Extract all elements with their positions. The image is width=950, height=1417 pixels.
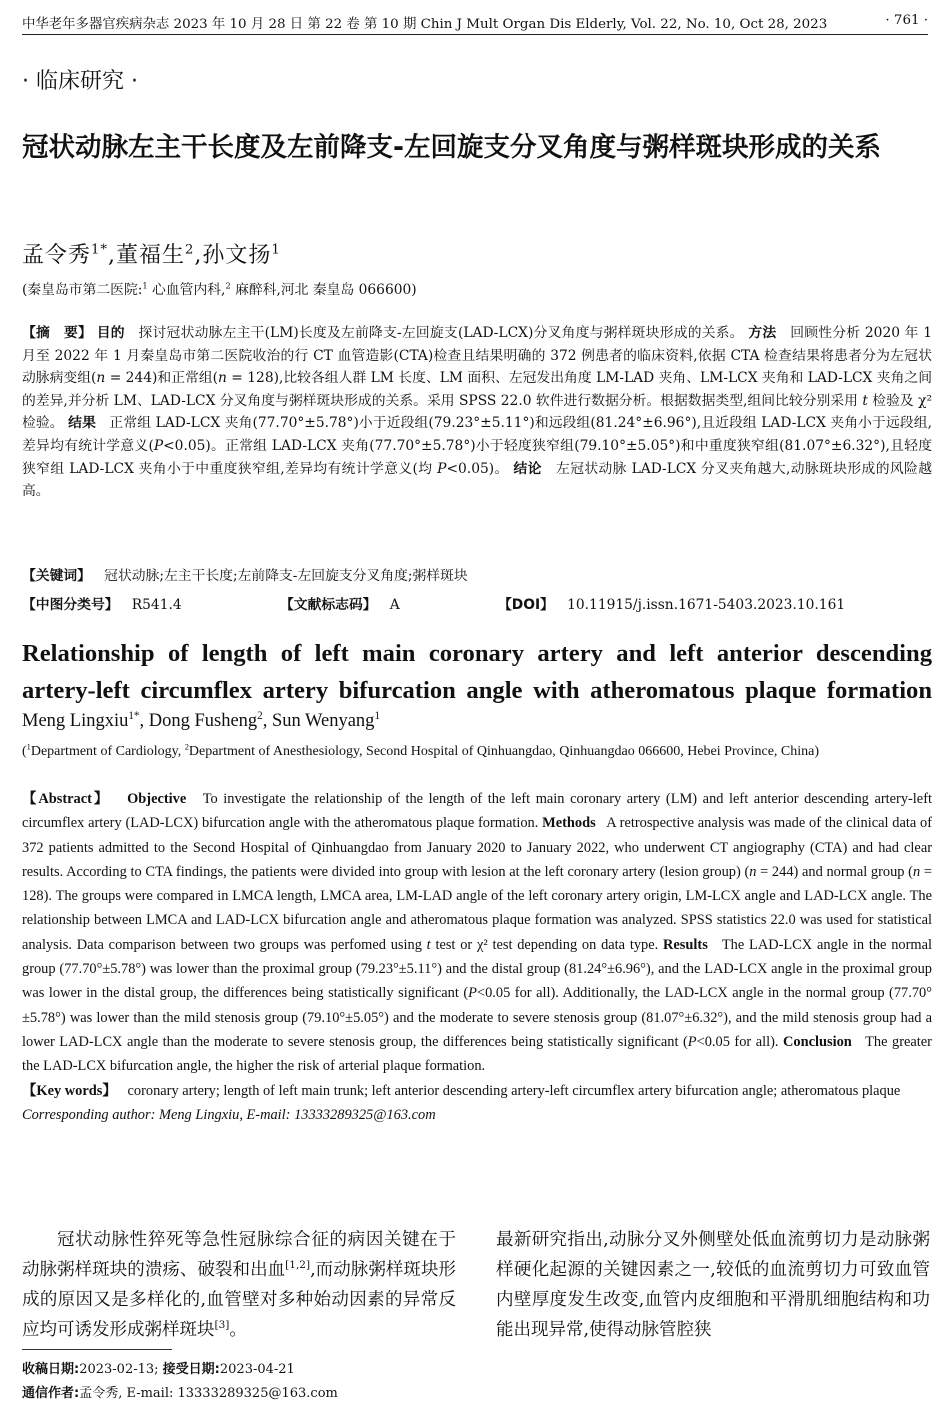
affil-text: (秦皇岛市第二医院: (22, 282, 143, 298)
author-affil-mark: 2 (257, 709, 263, 722)
abstract-label: 【摘 要】 (22, 325, 93, 341)
chinese-abstract (22, 322, 932, 503)
objective-label: Objective (127, 791, 187, 807)
corr-value: 孟令秀, E-mail: 13333289325@163.com (79, 1386, 338, 1401)
methods-text: test or χ² test depending on data type. (430, 936, 659, 953)
methods-text: = 244)和正常组( (105, 370, 219, 387)
section-heading: · 临床研究 · (22, 69, 138, 94)
italic-t: t (426, 936, 431, 953)
results-label: Results (663, 936, 708, 953)
methods-text: A retrospective analysis was made of the clinical data of 372 patients admitted to the Second Hospital of Qinhuangdao from January 2020 to January 2022, who underwent CT angiography (CTA) and had clear results. According to CTA findings, the patients were divided into group with lesion at the left coronary artery (lesion group) ( (22, 815, 933, 880)
affil-text: ( (22, 744, 27, 759)
footnote-divider (22, 1349, 172, 1350)
objective-text: 探讨冠状动脉左主干(LM)长度及左前降支-左回旋支(LAD-LCX)分叉角度与粥样斑块形成的关系。 (138, 325, 744, 341)
doc-value: A (389, 597, 400, 613)
results-text: <0.05)。正常组 LAD-LCX 夹角(77.70°±5.78°)小于轻度狭窄组(79.10°±5.05°)和中重度狭窄组(81.07°±6.32°),且轻度狭窄组 LAD-LCX 夹角小于中重度狭窄组,差异均有统计学意义(均 (22, 437, 932, 477)
received-label: 收稿日期: (22, 1362, 80, 1377)
author-name: Meng Lingxiu (22, 711, 129, 731)
italic-p: P (153, 437, 164, 454)
author-separator: , (108, 243, 116, 268)
body-text: 。 (229, 1320, 247, 1340)
affil-text: Department of Cardiology, (30, 744, 185, 759)
english-affiliation (22, 744, 819, 760)
english-title-line: artery-left circumflex artery bifurcation angle with atheromatous plaque formation (22, 677, 932, 704)
affil-text: 心血管内科, (147, 282, 226, 298)
italic-n: n (749, 863, 757, 880)
author-affil-mark: 2 (185, 242, 195, 258)
methods-text: 检验及 χ² 检验。 (22, 392, 932, 432)
body-text: 冠状动脉性猝死等急性冠脉综合征的病因关键在于动脉粥样斑块的溃疡、破裂和出血 (22, 1230, 456, 1280)
running-head-journal: 中华老年多器官疾病杂志 2023 年 10 月 28 日 第 22 卷 第 10 期 Chin J Mult Organ Dis Elderly, Vol. 22, No. 10, Oct 28, 2023 (22, 17, 828, 32)
abstract-label: 【Abstract】 (22, 791, 111, 807)
results-text: <0.05 for all). (696, 1033, 779, 1050)
objective-text: To investigate the relationship of the length of the left main coronary artery (LM) and left anterior descending artery-left circumflex artery (LAD-LCX) bifurcation angle with the atheromatous plaque formation. (22, 791, 932, 832)
affil-mark: 2 (225, 280, 231, 291)
keywords-label: 【关键词】 (22, 568, 91, 584)
italic-p: P (468, 985, 477, 1002)
doi-value[interactable]: 10.11915/j.issn.1671-5403.2023.10.161 (567, 597, 846, 613)
keywords-text: 冠状动脉;左主干长度;左前降支-左回旋支分叉角度;粥样斑块 (104, 568, 468, 584)
methods-text: = 244) and normal group ( (756, 863, 913, 880)
english-title (22, 635, 932, 709)
methods-label: 方法 (748, 325, 777, 341)
author-affil-mark: 1* (91, 242, 108, 258)
keywords-label: 【Key words】 (22, 1082, 117, 1099)
received-dates: 收稿日期:2023-02-13; 接受日期:2023-04-21 (22, 1362, 295, 1377)
italic-n: n (912, 863, 921, 880)
chinese-title: 冠状动脉左主干长度及左前降支-左回旋支分叉角度与粥样斑块形成的关系 (22, 132, 881, 163)
chinese-keywords (22, 564, 932, 584)
results-text: 正常组 LAD-LCX 夹角(77.70°±5.78°)小于近段组(79.23°±5.11°)和远段组(81.24°±6.96°),且近段组 LAD-LCX 夹角小于远段组,差异均有统计学意义( (22, 415, 933, 454)
clc-number (22, 593, 182, 613)
body-text: 最新研究指出,动脉分叉外侧壁处低血流剪切力是动脉粥样硬化起源的关键因素之一,较低的血流剪切力可致血管内壁厚度发生改变,血管内皮细胞和平滑肌细胞结构和功能出现异常,使得动脉管腔狭 (496, 1230, 930, 1340)
conclusion-text: 左冠状动脉 LAD-LCX 分叉夹角越大,动脉斑块形成的风险越高。 (22, 460, 932, 500)
author-name: 孙文扬 (202, 243, 272, 268)
conclusion-label: Conclusion (783, 1033, 852, 1050)
methods-text: 回顾性分析 2020 年 1 月至 2022 年 1 月秦皇岛市第二医院收治的行 CT 血管造影(CTA)检查且结果明确的 372 例患者的临床资料,依据 CTA 检查结果将患者分为左冠状动脉病变组( (22, 325, 933, 387)
accepted-label: 接受日期: (162, 1362, 220, 1377)
affil-mark: 2 (184, 742, 189, 752)
clc-label: 【中图分类号】 (22, 597, 119, 613)
accepted-date: 2023-04-21 (219, 1362, 295, 1377)
chinese-affiliation (22, 278, 417, 298)
italic-t: t (862, 392, 868, 409)
italic-n: n (218, 370, 227, 387)
body-column-left (22, 1225, 456, 1345)
doc-label: 【文献标志码】 (280, 597, 377, 613)
author-affil-mark: 1 (374, 709, 380, 722)
corresponding-footnote (22, 1382, 338, 1401)
italic-p: P (437, 460, 447, 477)
conclusion-label: 结论 (513, 460, 542, 477)
body-text: ,而动脉粥样斑块形成的原因又是多样化的,血管壁对多种始动因素的异常反应均可诱发形成粥样斑块 (22, 1260, 456, 1340)
results-label: 结果 (68, 415, 96, 432)
italic-p: P (687, 1033, 697, 1050)
affil-text: 麻醉科,河北 秦皇岛 066600) (230, 282, 417, 298)
objective-label: 目的 (96, 325, 125, 341)
english-abstract (22, 787, 932, 1127)
chinese-authors (22, 238, 281, 269)
results-text: <0.05)。 (446, 460, 509, 477)
corresponding-author: Corresponding author: Meng Lingxiu, E-mail: 13333289325@163.com (22, 1106, 436, 1123)
methods-label: Methods (542, 815, 596, 832)
english-title-line: Relationship of length of left main coronary artery and left anterior descending (22, 640, 932, 667)
results-text: <0.05 for all). Additionally, the LAD-LCX angle in the normal group (77.70°±5.78°) was lower than the mild stenosis group (79.10°±5.05°) and the moderate to severe stenosis group (81.07°±6.32°), and the mild stenosis group had a lower LAD-LCX angle than the moderate to severe stenosis group, the differences being statistically significant ( (22, 985, 932, 1050)
citation-ref[interactable]: [3] (214, 1319, 230, 1332)
page-number: · 761 · (885, 13, 928, 28)
document-code (280, 593, 400, 613)
author-name: 孟令秀 (22, 243, 92, 268)
doi (498, 593, 845, 613)
methods-text: = 128),比较各组人群 LM 长度、LM 面积、左冠发出角度 LM-LAD 夹角、LM-LCX 夹角和 LAD-LCX 夹角之间的差异,并分析 LM、LAD-LCX 分叉角度与粥样斑块形成的关系。采用 SPSS 22.0 软件进行数据分析。根据数据类型,组间比较分别采用 (22, 370, 932, 409)
affil-mark: 1 (26, 742, 31, 752)
affil-text: Department of Anesthesiology, Second Hospital of Qinhuangdao, Qinhuangdao 066600, Hebei Province, China) (188, 744, 820, 759)
clc-value: R541.4 (131, 597, 182, 613)
author-name: Sun Wenyang (271, 711, 375, 731)
received-date: 2023-02-13 (79, 1362, 155, 1377)
citation-ref[interactable]: [1,2] (285, 1259, 311, 1272)
author-name: Dong Fusheng (148, 711, 258, 731)
english-authors: Meng Lingxiu$^{1*}$, Dong Fusheng$^2$, Sun Wenyang$^1$ (22, 709, 380, 731)
affil-mark: 1 (142, 280, 148, 291)
italic-n: n (96, 370, 106, 387)
keywords-text: coronary artery; length of left main trunk; left anterior descending artery-left circumflex artery bifurcation angle; atheromatous plaque (127, 1082, 901, 1099)
methods-text: = 128). The groups were compared in LMCA length, LMCA area, LM-LAD angle of the left coronary artery origin, LM-LCX angle and LAD-LCX angle. The relationship between LMCA and LAD-LCX bifurcation angle and atheromatous plaque formation was analyzed. SPSS statistics 22.0 was used for statistical analysis. Data comparison between two groups was perfomed using (22, 863, 932, 953)
results-text: The LAD-LCX angle in the normal group (77.70°±5.78°) was lower than the proximal group (79.23°±5.11°) and the distal group (81.24°±6.96°), and the LAD-LCX angle in the proximal group was lower in the distal group, the differences being statistically significant ( (22, 936, 932, 1002)
body-column-right (496, 1225, 930, 1345)
running-head (22, 10, 928, 35)
author-separator: , (194, 243, 203, 268)
author-affil-mark: 1* (128, 709, 140, 722)
author-affil-mark: 1 (271, 242, 281, 258)
author-name: 董福生 (116, 243, 186, 268)
conclusion-text: The greater the LAD-LCX bifurcation angle, the higher the risk of arterial plaque formation. (22, 1033, 932, 1075)
corr-label: 通信作者: (22, 1386, 80, 1401)
doi-label: 【DOI】 (498, 597, 554, 613)
